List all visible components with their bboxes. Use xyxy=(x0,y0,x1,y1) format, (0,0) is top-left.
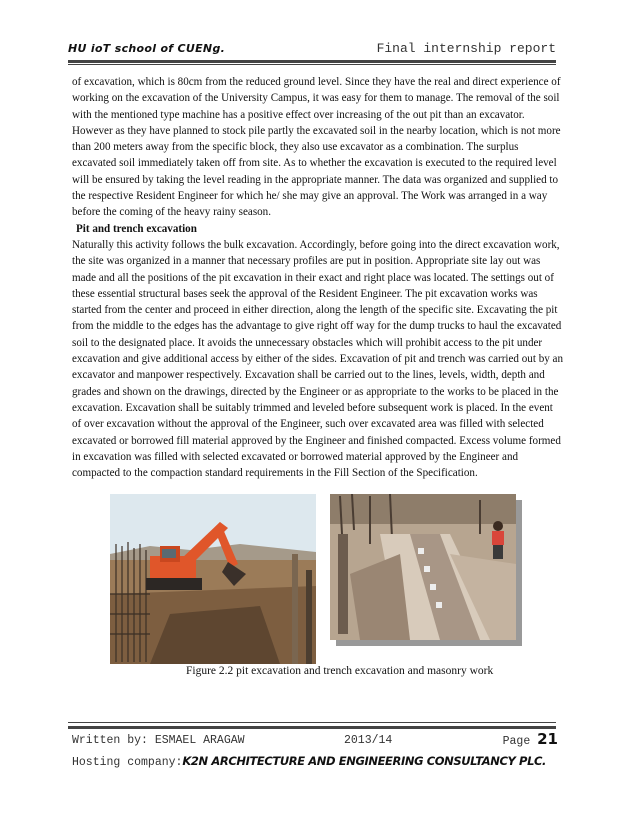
author: Written by: ESMAEL ARAGAW xyxy=(72,734,245,747)
footer-rule-thin xyxy=(68,722,556,723)
trench-photo xyxy=(330,494,516,640)
company-name: K2N ARCHITECTURE AND ENGINEERING CONSULTANCY PLC. xyxy=(182,754,547,768)
header-rule-thin xyxy=(68,64,556,65)
report-title: Final internship report xyxy=(376,41,556,56)
paragraph-bulk-excavation: of excavation, which is 80cm from the reduced ground level. Since they have the real and direct experience of working on the excavation of the University Campus, it was easy for them to manage. The removal of the soil with the mentioned type machine has a positive effect over increasing of the out pit than an excavator. However as they have planned to stock pile partly the excavated soil in the nearby location, which is not more than 200 meters away from the specific block, they also use excavator as a combination. The surplus excavated soil immediately taken off from site. As to whether the excavation is executed to the required level will be ensured by taking the level reading in the appropriate manner. The data was organized and supplied to the respective Resident Engineer for which he/ she may give an approval. The Work was arranged in a way before the coming of the heavy rainy season. xyxy=(72,76,561,219)
figure-caption: Figure 2.2 pit excavation and trench excavation and masonry work xyxy=(186,665,494,677)
school-name: HU ioT school of CUENg. xyxy=(68,42,226,55)
section-heading: Pit and trench excavation xyxy=(76,222,197,235)
trench-illustration xyxy=(330,494,516,640)
page-label: Page xyxy=(502,735,531,748)
page-header xyxy=(68,40,556,58)
hosting-label: Hosting company: xyxy=(72,756,183,769)
footer-rule-thick xyxy=(68,726,556,729)
header-rule-thick xyxy=(68,60,556,63)
excavator-photo xyxy=(110,494,316,664)
excavator-illustration xyxy=(110,494,316,664)
hosting-company xyxy=(72,754,546,769)
body-text xyxy=(72,74,564,481)
page-indicator xyxy=(503,730,558,748)
page-number: 21 xyxy=(537,730,558,748)
paragraph-pit-trench: Naturally this activity follows the bulk excavation. Accordingly, before going into the direct excavation work, the site was organized in a manner that necessary profiles are put in position. Appropriate site lay out was made and all the positions of the pit excavation in their exact and right place was located. The settings out of these essential structural bases seek the approval of the Resident Engineer. The pit excavation works was started from the center and proceed in either direction, along the length of the specific site. Excavating the pit from the middle to the edges has the advantage to give right off way for the dump trucks to haul the excavated soil to the designated place. It avoids the unnecessary obstacles which will prohibit access to the pit under excavation and give additional access by either of the sides. Excavation of pit and trench was carried out by an excavator and manpower respectively. Excavation shall be carried out to the lines, levels, width, depth and grades and shown on the drawings, directed by the Engineer or as appropriate to the works to be placed in the excavation. Excavation shall be suitably trimmed and leveled before subsequent work is placed. In the event of over excavation without the approval of the Engineer, such over excavated area was filled with selected excavated or borrowed fill material approved by the Engineer and finished compacted. Excess volume formed in excavation was filled with selected excavated or borrowed material approved by the Engineer and compacted to the compaction standard requirements in the Fill Section of the Specification. xyxy=(72,238,564,480)
academic-year: 2013/14 xyxy=(344,734,393,747)
